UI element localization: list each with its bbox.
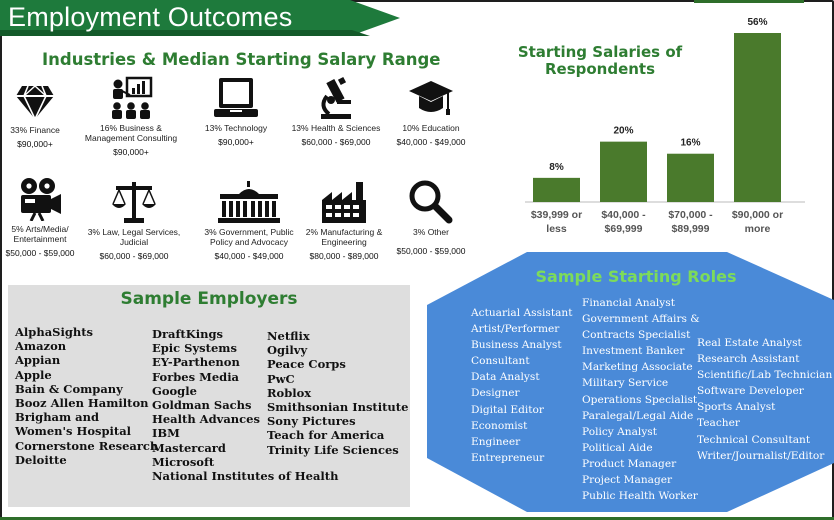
diamond-icon [14,82,56,122]
employer-name: Goldman Sachs [152,398,252,413]
industry-government [194,180,304,261]
employer-name: Google [152,383,197,398]
role-name: Economist [471,419,528,432]
industry-health [286,76,386,147]
industry-education [381,78,481,147]
role-name: Digital Editor [471,403,544,416]
industries-title: Industries & Median Starting Salary Range [42,50,441,69]
industry-salary: $60,000 - $69,000 [301,137,371,147]
employer-name: DraftKings [152,327,223,341]
industry-salary: $40,000 - $49,000 [396,137,466,147]
employer-name: Teach for America [267,428,385,443]
employer-name: Appian [15,353,61,368]
employer-name: Peace Corps [267,357,346,372]
role-name: Scientific/Lab Technician [697,369,833,382]
role-name: Consultant [471,355,530,368]
role-name: Government Affairs & [582,313,700,326]
industry-law [84,180,184,261]
role-name: Writer/Journalist/Editor [697,449,825,462]
salary-bar-chart [515,10,815,245]
industry-label: 5% Arts/Media/ Entertainment [11,224,69,244]
chart-category-label: $39,999 or [530,209,583,221]
laptop-icon [213,76,259,120]
industry-label: 3% Other [413,227,449,237]
industry-label: 13% Health & Sciences [291,123,381,133]
industry-other [381,178,481,256]
page-title: Employment Outcomes [8,2,293,32]
industry-salary: $90,000+ [113,147,149,157]
industry-label: 13% Technology [204,123,268,133]
employers-panel [8,285,410,507]
role-name: Paralegal/Legal Aide [582,409,694,422]
role-name: Designer [471,387,520,400]
role-name: Engineer [471,435,521,448]
employer-name: PwC [267,371,295,386]
employer-name: Roblox [267,385,312,400]
employer-name: Sony Pictures [267,414,356,429]
role-name: Real Estate Analyst [697,337,802,349]
role-name: Entrepreneur [471,451,545,464]
microscope-icon [315,76,357,120]
magnifier-icon [407,178,455,224]
white-house-icon [216,180,282,224]
role-name: Marketing Associate [582,361,693,374]
industry-label: 33% Finance [10,125,60,135]
employer-name: AlphaSights [15,325,94,339]
roles-panel [427,250,834,512]
chart-bar [533,178,580,202]
chart-category-label: $69,999 [604,223,643,235]
chart-category-label: more [744,223,771,235]
employer-name: Booz Allen Hamilton [15,396,149,411]
roles-title: Sample Starting Roles [535,267,737,286]
industry-consulting [81,76,181,157]
industry-salary: $50,000 - $59,000 [5,248,75,258]
employer-name: Netflix [267,329,310,343]
graduation-cap-icon [408,78,454,120]
industry-arts [0,177,90,258]
employer-name: Mastercard [152,440,226,455]
role-name: Political Aide [582,441,653,454]
role-name: Sports Analyst [697,401,776,414]
roles-column-2 [582,295,700,504]
role-name: Teacher [697,417,740,430]
employers-title: Sample Employers [120,289,298,309]
employer-name: Bain & Company [15,381,123,396]
role-name: Software Developer [697,385,804,398]
title-banner [0,0,400,36]
film-camera-icon [17,177,63,221]
chart-title: Starting Salaries of Respondents [517,43,683,78]
roles-column-1 [471,305,573,466]
employer-name: Deloitte [15,452,67,467]
industry-technology [186,76,286,147]
chart-category-label: less [546,223,567,235]
role-name: Policy Analyst [582,425,657,438]
employer-name: Epic Systems [152,341,237,356]
role-name: Data Analyst [471,371,540,384]
industry-salary: $80,000 - $89,000 [309,251,379,261]
factory-icon [320,180,368,224]
employer-name: EY-Parthenon [152,355,240,370]
employer-name: Brigham and [15,410,100,425]
industry-finance [0,82,85,149]
employer-name: Forbes Media [152,369,240,384]
industry-salary: $90,000+ [17,139,53,149]
employer-name: Apple [15,367,52,382]
chart-bar [667,154,714,202]
employer-name: Cornerstone Research [15,438,159,453]
chart-data-label: 20% [613,125,634,137]
role-name: Project Manager [582,474,673,487]
chart-bar [734,33,781,202]
chart-category-label: $40,000 - [601,209,646,221]
industry-label: 10% Education [402,123,460,133]
employer-name: Ogilvy [267,343,308,358]
roles-column-3 [697,335,832,464]
industry-salary: $60,000 - $69,000 [99,251,169,261]
employer-name: Health Advances [152,412,260,427]
role-name: Actuarial Assistant [471,307,573,319]
industry-salary: $40,000 - $49,000 [214,251,284,261]
industry-salary: $50,000 - $59,000 [396,246,466,256]
presentation-icon [109,76,153,120]
employers-column-3 [267,329,408,457]
role-name: Contracts Specialist [582,329,691,342]
employer-name: Amazon [15,339,67,354]
role-name: Financial Analyst [582,297,675,309]
role-name: Artist/Performer [471,323,560,336]
chart-data-label: 56% [747,17,768,28]
role-name: Research Assistant [697,353,800,366]
chart-data-label: 16% [680,137,701,149]
chart-data-label: 8% [549,161,564,173]
employer-name: Trinity Life Sciences [267,442,399,457]
chart-svg [515,10,815,245]
role-name: Public Health Worker [582,490,698,503]
employer-name: Women's Hospital [15,424,132,439]
chart-category-label: $90,000 or [731,209,784,221]
employer-name: IBM [152,426,180,441]
industry-manufacturing [294,180,394,261]
scales-icon [110,180,158,224]
role-name: Business Analyst [471,339,562,352]
chart-bar [600,142,647,202]
role-name: Technical Consultant [697,433,811,446]
industry-salary: $90,000+ [218,137,254,147]
employer-name: Smithsonian Institute [267,400,409,415]
industry-label: 3% Law, Legal Services, Judicial [87,227,181,247]
chart-category-label: $70,000 - [668,209,713,221]
employer-name: National Institutes of Health [152,469,339,484]
industry-label: 3% Government, Public Policy and Advocacy [204,227,294,247]
role-name: Military Service [582,377,669,390]
chart-category-label: $89,999 [671,223,710,235]
role-name: Operations Specialist [582,393,698,406]
role-name: Investment Banker [582,345,685,358]
industry-label: 16% Business & Management Consulting [84,123,178,143]
top-accent-bar [694,0,804,3]
role-name: Product Manager [582,457,677,470]
industry-label: 2% Manufacturing & Engineering [305,227,383,247]
employers-column-1 [15,325,158,467]
employer-name: Microsoft [152,454,215,469]
